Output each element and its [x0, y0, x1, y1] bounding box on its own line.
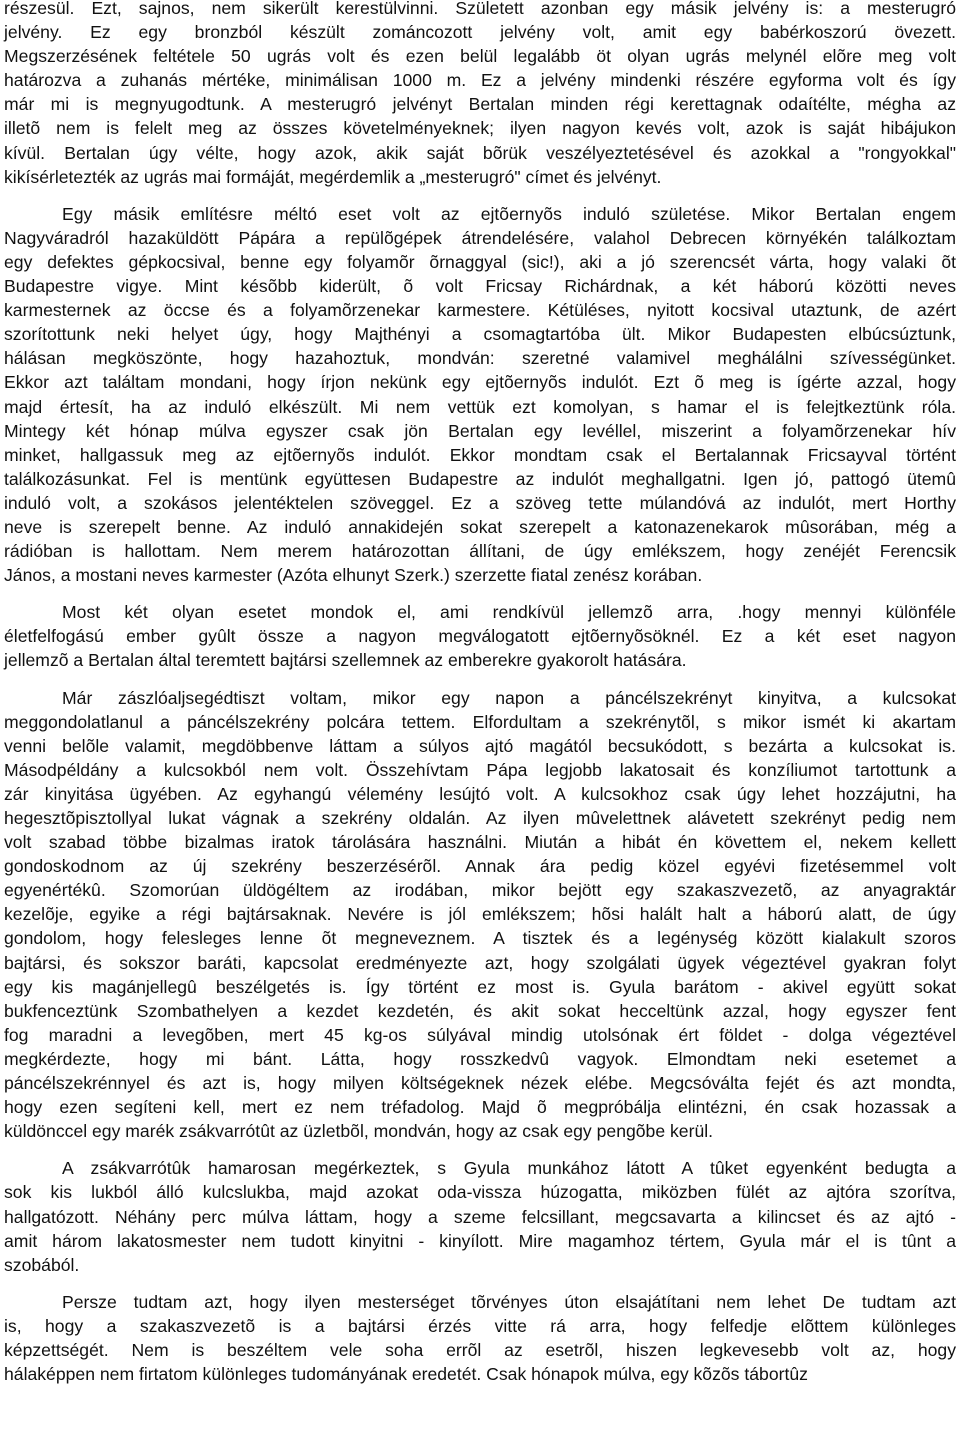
text-line: hogy ezen segíteni kell, mert ez nem tréfadolog. Majd õ megpróbálja elintézni, én csak hozassak a: [4, 1097, 956, 1118]
text-line: is, hogy a szakaszvezetõ is a bajtársi érzés vitte rá arra, hogy felfedje elõttem különleges: [4, 1315, 956, 1336]
text-line: Már zászlóaljsegédtiszt voltam, mikor egy napon a páncélszekrényt kinyitva, a kulcsokat: [62, 687, 956, 708]
text-line: Másodpéldány a kulcsokból nem volt. Összehívtam Pápa legjobb lakatosait és konzíliumot tartottunk a: [4, 759, 956, 780]
text-line: kikísérletezték az ugrás mai formáját, megérdemlik a „mesterugró" címet és jelvényt.: [4, 166, 662, 187]
text-line: gondoskodnom az új szekrény beszerzésérõl. Annak ára pedig közel egyévi fizetésemmel volt: [4, 856, 956, 877]
text-line: hálaképpen nem firtatom különleges tudományának eredetét. Csak hónapok múlva, egy kõzõs tábortûz: [4, 1364, 808, 1385]
paragraph: [0, 0, 960, 189]
text-line: volt szabad többe bizalmas iratok tárolására használni. Miután a hibát én követtem el, nekem kellett: [4, 832, 956, 853]
text-line: bukfenceztünk Szombathelyen a kezdet kezdetén, és akit sokat hecceltünk azzal, hogy egyszer fent: [4, 1000, 956, 1021]
text-line: részesül. Ezt, sajnos, nem sikerült kerestülvinni. Született azonban egy másik jelvény is: a mesterugró: [4, 0, 956, 18]
paragraph: [0, 202, 960, 588]
text-line: zár kinyitása ügyében. Az egyhangú vélemény lesújtó volt. A kulcsokhoz csak úgy lehet hozzájutni, ha: [4, 783, 956, 804]
text-line: János, a mostani neves karmester (Azóta elhunyt Szerk.) szerzette fiatal zenész korában.: [4, 565, 703, 586]
paragraph-gap: [0, 1143, 960, 1156]
text-line: képzettségét. Nem is beszéltem vele soha errõl az esetrõl, hiszen legkevesebb volt az, hogy: [4, 1339, 956, 1360]
text-line: hallgatózott. Néhány perc múlva láttam, hogy a szeme felcsillant, megcsavarta a kilincset és az ajtó -: [4, 1206, 956, 1227]
paragraph: [0, 1290, 960, 1386]
text-line: fog maradni a levegõben, mert 45 kg-os súlyával mindig utolsónak ért földet - dolga végeztével: [4, 1024, 956, 1045]
text-line: bajtársi, és sokszor baráti, kapcsolat eredményezte azt, hogy szolgálati ügyek végeztével gyakran folyt: [4, 952, 956, 973]
text-line: szorítottunk neki helyet úgy, hogy Majthényi a csomagtartóba ült. Mikor Budapesten elbúcsúztunk,: [4, 324, 956, 345]
text-line: hegesztõpisztollyal lukat vágnak a szekrény oldalán. Az ilyen mûvelettnek alávetett szekrényt pedig nem: [4, 808, 956, 828]
text-line: neve is szerepelt benne. Az induló annakidején sokat szerepelt a katonazenekarok mûsorában, még a: [4, 516, 956, 537]
paragraph-gap: [0, 673, 960, 686]
text-line: majd értesít, ha az induló elkészült. Mi nem vettük ezt komolyan, s hamar el is felejtkeztünk róla.: [4, 396, 956, 417]
text-line: Egy másik említésre méltó eset volt az ejtõernyõs induló születése. Mikor Bertalan engem: [62, 203, 956, 224]
paragraph-gap: [0, 1277, 960, 1290]
text-line: induló volt, a szokásos jelentéktelen szöveggel. Ez a szöveg tette múlandóvá az indulót, mert Horthy: [4, 492, 956, 513]
text-line: illetõ nem is felelt meg az összes követelményeknek; ilyen nagyon kevés volt, azok is saját hibájukon: [4, 118, 956, 139]
paragraph-gap: [0, 189, 960, 202]
paragraph-gap: [0, 587, 960, 600]
paragraph: [0, 600, 960, 672]
text-line: életfelfogású ember gyûlt össze a nagyon megválogatott ejtõernyõsöknél. Ez a két eset nagyon: [4, 626, 956, 647]
text-line: egy defektes gépkocsival, benne egy folyamõr õrnaggyal (sic!), aki a jó szerencsét várta, hogy valaki õt: [4, 251, 956, 272]
text-line: küldönccel egy marék zsákvarrótût az üzletbõl, mondván, hogy az csak egy pengõbe kerül.: [4, 1121, 714, 1142]
text-line: meggondolatlanul a páncélszekrény polcára tettem. Elfordultam a szekrénytõl, s mikor ismét ki akartam: [4, 711, 956, 732]
text-line: találkozásunkat. Fel is mentünk együttesen Budapestre az indulót meghallgatni. Igen jó, pattogó ütemû: [4, 468, 956, 489]
text-line: minket, hallgassuk meg az ejtõernyõs indulót. Ekkor mondtam csak el Bertalannak Fricsayval történt: [4, 444, 956, 465]
text-line: Budapestre vigye. Mint késõbb kiderült, õ volt Fricsay Richárdnak, a két háború közötti neves: [4, 276, 956, 297]
text-line: Persze tudtam azt, hogy ilyen mesterséget tõrvényes úton elsajátítani nem lehet De tudtam azt: [62, 1291, 956, 1312]
text-line: jelvény. Ez egy bronzból készült zománcozott jelvény volt, amit egy babérkoszorú övezett.: [4, 22, 956, 43]
text-line: páncélszekrénnyel és azt is, hogy milyen költségeknek nézek elébe. Megcsóválta fejét és azt mondta,: [4, 1073, 956, 1094]
text-line: sok kis lukból álló kulcslukba, majd azokat oda-vissza húzogatta, miközben fülét az ajtóra szorítva,: [4, 1182, 956, 1203]
text-line: Most két olyan esetet mondok el, ami rendkívül jellemzõ arra, .hogy mennyi különféle: [62, 602, 956, 623]
text-line: Mintegy két hónap múlva egyszer csak jön Bertalan egy levéllel, miszerint a folyamõrzenekar hív: [4, 420, 956, 441]
text-line: egyenértékû. Szomorúan üldögéltem az irodában, mikor bejött egy szakaszvezetõ, az anyagraktár: [4, 880, 956, 901]
text-line: Megszerzésének feltétele 50 ugrás volt és ezen belül legalább öt olyan ugrás melynél elõre meg volt: [4, 46, 956, 67]
paragraph: [0, 1156, 960, 1276]
text-line: Nagyváradról hazaküldött Pápára a repülõgépek átrendelésére, valahol Debrecen környékén találkoztam: [4, 227, 956, 248]
text-line: jellemzõ a Bertalan által teremtett bajtársi szellemnek az emberekre gyakorolt hatására.: [4, 650, 687, 671]
text-line: egy kis magánjellegû beszélgetés is. Így történt ez most is. Gyula barátom - akivel együtt sokat: [4, 976, 956, 997]
text-line: Ekkor azt találtam mondani, hogy írjon nekünk egy ejtõernyõs indulót. Ezt õ meg is ígérte azzal, hogy: [4, 372, 956, 393]
text-line: már mi is megnyugodtunk. A mesterugró jelvényt Bertalan minden régi kerettagnak odaítélte, mégha az: [4, 94, 956, 115]
text-line: rádióban is hallottam. Nem merem határozottan állítani, de úgy emlékszem, hogy zenéjét Ferencsik: [4, 541, 956, 562]
text-line: határozva a zuhanás mértéke, minimálisan 1000 m. Ez a jelvény mindenki részére egyforma volt és így: [4, 70, 956, 91]
text-line: szobából.: [4, 1254, 80, 1275]
paragraph: [0, 686, 960, 1144]
text-line: venni belõle valamit, megdöbbenve láttam a súlyos ajtó magától becsukódott, s bezárta a kulcsokat is.: [4, 735, 956, 756]
text-line: kívül. Bertalan úgy vélte, hogy azok, akik saját bõrük veszélyeztetésével és azokkal a "rongyokkal": [4, 142, 956, 163]
text-line: kezelõje, egyike a régi bajtársaknak. Nevére is jól emlékszem; hõsi halált halt a háború alatt, de úgy: [4, 904, 956, 925]
text-line: gondolom, hogy felesleges lenne õt megneveznem. A tisztek és a legénység között kialakult szoros: [4, 928, 956, 949]
text-line: amit három lakatosmester nem tudott kinyitni - kinyílott. Mire magamhoz tértem, Gyula már el is tûnt a: [4, 1230, 956, 1251]
text-line: megkérdezte, hogy mi bánt. Látta, hogy rosszkedvû vagyok. Elmondtam neki esetemet a: [4, 1048, 956, 1069]
text-line: A zsákvarrótûk hamarosan megérkeztek, s Gyula munkához látott A tûket egyenként bedugta a: [62, 1158, 956, 1179]
text-line: karmesternek az öccse és a folyamõrzenekar karmestere. Kétüléses, nyitott kocsival utaztunk, de azért: [4, 300, 956, 321]
text-line: hálásan megköszönte, hogy hazahoztuk, mondván: szeretné valamivel meghálálni szívességünket.: [4, 348, 956, 369]
